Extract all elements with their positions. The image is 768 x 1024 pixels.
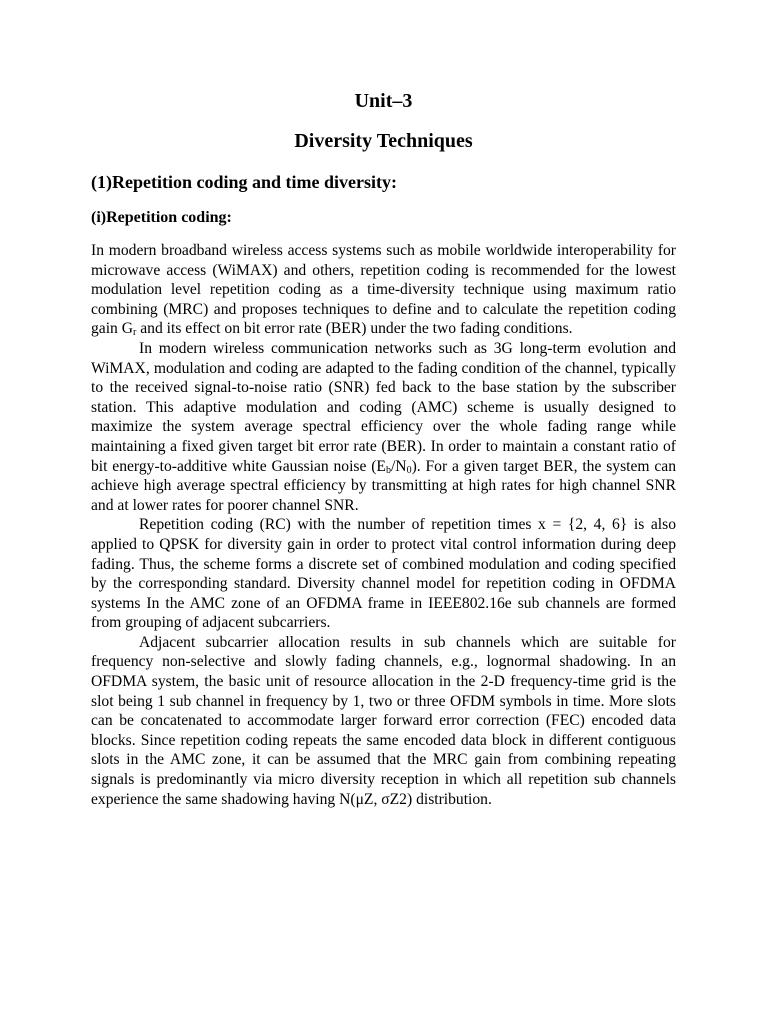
paragraph-3: Repetition coding (RC) with the number of repetition times x = {2, 4, 6} is also applied to QPSK for diversity gain in order to protect vital control information during deep fading. Thus, the scheme forms a discrete set of combined modulation and coding specified by the corresponding standard. Diversity channel model for repetition coding in OFDMA systems In the AMC zone of an OFDMA frame in IEEE802.16e sub channels are formed from grouping of adjacent subcarriers. bbox=[91, 516, 676, 632]
body-text bbox=[91, 241, 676, 809]
page-title: Diversity Techniques bbox=[294, 130, 473, 152]
unit-heading: Unit–3 bbox=[354, 90, 413, 112]
subsection-heading: (i)Repetition coding: bbox=[91, 209, 232, 226]
paragraph-1: In modern broadband wireless access systems such as mobile worldwide interoperability for microwave access (WiMAX) and others, repetition coding is recommended for the lowest modulation level repetition coding as a time-diversity technique using maximum ratio combining (MRC) and proposes techniques to define and to calculate the repetition coding gain $G_r$ and its effect on bit error rate (BER) under the two fading conditions. bbox=[91, 242, 676, 339]
section-heading: (1)Repetition coding and time diversity: bbox=[91, 172, 397, 192]
paragraph-4: Adjacent subcarrier allocation results in sub channels which are suitable for frequency non-selective and slowly fading channels, e.g., lognormal shadowing. In an OFDMA system, the basic unit of resource allocation in the 2-D frequency-time grid is the slot being 1 sub channel in frequency by 1, two or three OFDM symbols in time. More slots can be concatenated to accommodate larger forward error correction (FEC) encoded data blocks. Since repetition coding repeats the same encoded data block in different contiguous slots in the AMC zone, it can be assumed that the MRC gain from combining repeating signals is predominantly via micro diversity reception in which all repetition sub channels experience the same shadowing having N(μZ, σZ2) distribution. bbox=[91, 633, 676, 808]
paragraph-2: In modern wireless communication networks such as 3G long-term evolution and WiMAX, modulation and coding are adapted to the fading condition of the channel, typically to the received signal-to-noise ratio (SNR) fed back to the base station by the subscriber station. This adaptive modulation and coding (AMC) scheme is usually designed to maximize the system average spectral efficiency over the whole fading range while maintaining a fixed given target bit error rate (BER). In order to maintain a constant ratio of bit energy-to-additive white Gaussian noise $(E_b/N_0)$. For a given target BER, the system can achieve high average spectral efficiency by transmitting at high rates for high channel SNR and at lower rates for poorer channel SNR. bbox=[91, 339, 676, 514]
